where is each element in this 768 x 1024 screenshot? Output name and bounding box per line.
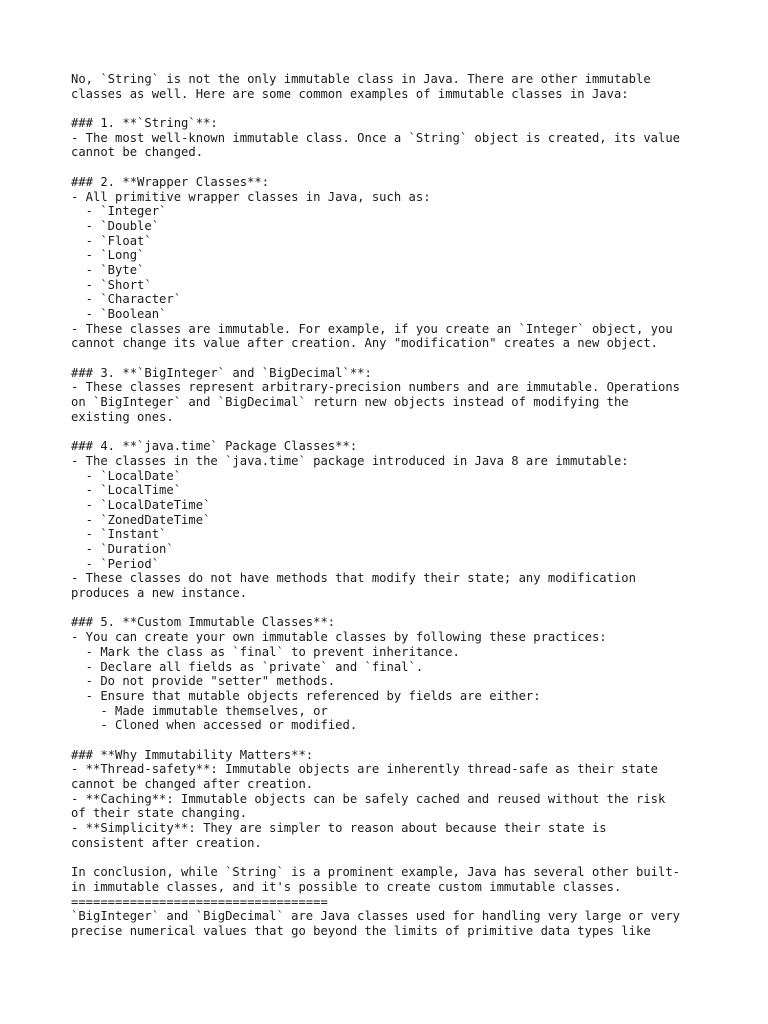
document-line: - Do not provide "setter" methods. [71,674,336,689]
document-line: - `Byte` [71,262,145,277]
document-line: - `Character` [71,292,182,307]
document-line: - **Thread-safety**: Immutable objects are inherently thread-safe as their state [71,762,658,777]
document-line: - You can create your own immutable classes by following these practices: [71,630,607,645]
document-line: cannot be changed. [71,145,204,160]
document-line: existing ones. [71,409,174,424]
document-line: - `LocalDateTime` [71,497,211,512]
document-line [71,850,768,865]
document-line: - **Caching**: Immutable objects can be safely cached and reused without the risk [71,791,666,806]
document-line: - These classes are immutable. For example, if you create an `Integer` object, you [71,321,673,336]
document-line: - Mark the class as `final` to prevent inheritance. [71,644,460,659]
document-line [71,160,768,175]
document-line: of their state changing. [71,806,248,821]
document-line: `BigInteger` and `BigDecimal` are Java classes used for handling very large or very [71,909,681,924]
document-line: - Declare all fields as `private` and `final`. [71,659,424,674]
document-line: - `Duration` [71,542,174,556]
document-line: - All primitive wrapper classes in Java, such as: [71,189,431,204]
document-line: =================================== [71,894,328,909]
document-line: produces a new instance. [71,586,248,601]
document-line: ### 2. **Wrapper Classes**: [71,174,270,189]
document-line: - `ZonedDateTime` [71,512,211,527]
document-line: - `Period` [71,556,160,571]
document-line: In conclusion, while `String` is a prominent example, Java has several other built- [71,865,681,880]
document-line: ### **Why Immutability Matters**: [71,747,314,762]
document-line: - The classes in the `java.time` package introduced in Java 8 are immutable: [71,453,629,468]
document-line: - These classes represent arbitrary-precision numbers and are immutable. Operations [71,380,681,395]
document-line: - **Simplicity**: They are simpler to reason about because their state is [71,821,607,836]
document-line: - Cloned when accessed or modified. [71,718,358,733]
document-line: - `Integer` [71,204,167,219]
document-line: - `LocalDate` [71,468,182,483]
document-line: cannot change its value after creation. Any "modification" creates a new object. [71,336,658,351]
document-line: - `Long` [71,248,145,263]
document-line [71,733,768,748]
document-line: - Made immutable themselves, or [71,703,328,718]
document-line: precise numerical values that go beyond the limits of primitive data types like [71,923,651,938]
document-line [71,351,768,366]
document-line: ### 3. **`BigInteger` and `BigDecimal`**: [71,365,372,380]
document-line [71,601,768,616]
document-line: ### 5. **Custom Immutable Classes**: [71,615,336,630]
document-line: - `Float` [71,233,152,248]
document-line [71,101,768,116]
document-line: - Ensure that mutable objects referenced by fields are either: [71,688,541,703]
document-line: consistent after creation. [71,835,262,850]
document-line: - `Boolean` [71,307,167,321]
document-line: classes as well. Here are some common examples of immutable classes in Java: [71,86,629,101]
document-text [71,72,768,939]
document-line: - These classes do not have methods that modify their state; any modification [71,571,636,586]
document-line: ### 1. **`String`**: [71,116,218,131]
document-line: ### 4. **`java.time` Package Classes**: [71,439,358,454]
document-line: No, `String` is not the only immutable class in Java. There are other immutable [71,72,651,86]
document-line: - The most well-known immutable class. Once a `String` object is created, its value [71,130,681,145]
document-line: - `LocalTime` [71,483,182,498]
document-line: on `BigInteger` and `BigDecimal` return new objects instead of modifying the [71,395,629,410]
document-line: - `Instant` [71,527,167,542]
document-line: - `Double` [71,218,160,233]
document-line [71,425,768,440]
document-line: cannot be changed after creation. [71,777,314,791]
document-line: - `Short` [71,277,152,292]
document-line: in immutable classes, and it's possible to create custom immutable classes. [71,879,622,894]
